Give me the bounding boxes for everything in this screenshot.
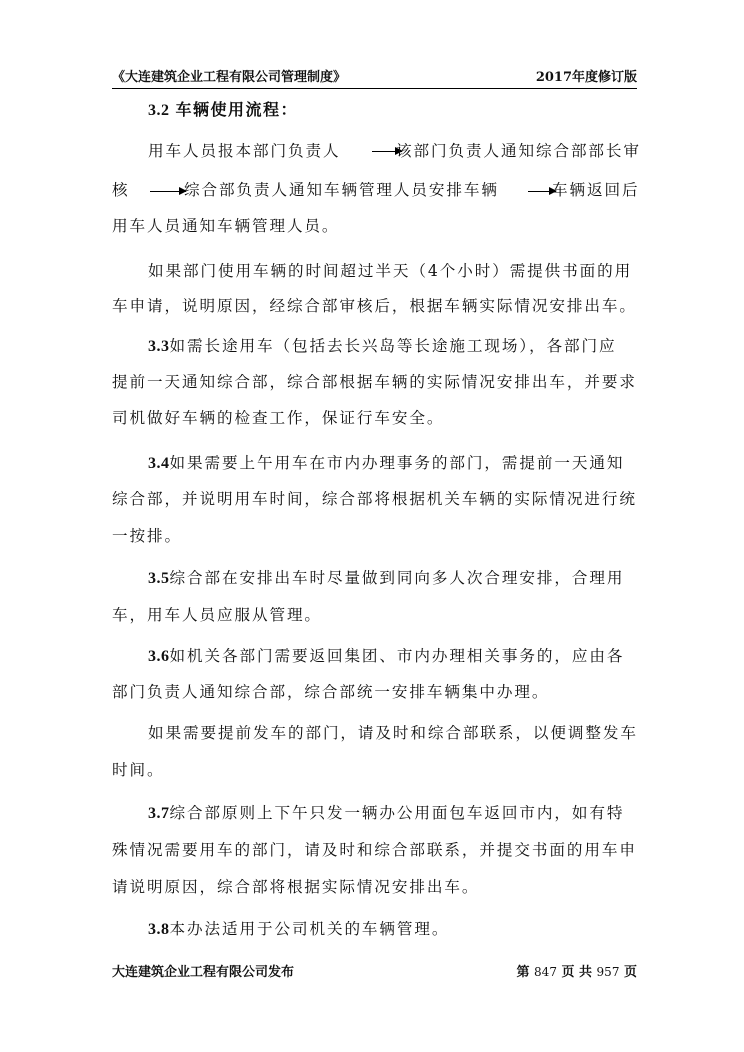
paragraph-line: 车，用车人员应服从管理。 (112, 606, 322, 624)
clause-3-5 (148, 568, 624, 589)
paragraph-line: 如果需要提前发车的部门，请及时和综合部联系，以便调整发车 (148, 724, 638, 742)
paragraph-line: 车申请，说明原因，经综合部审核后，根据车辆实际情况安排出车。 (112, 297, 637, 315)
flow-step-2-end: 核 (112, 181, 130, 199)
paragraph-line: 如需长途用车（包括去长兴岛等长途施工现场），各部门应 (169, 337, 617, 355)
paragraph-line: 提前一天通知综合部，综合部根据车辆的实际情况安排出车，并要求 (112, 373, 637, 391)
section-heading (148, 100, 298, 121)
paragraph-line: 如果部门使用车辆的时间超过半天（4个小时）需提供书面的用 (148, 262, 633, 280)
clause-number: 3.4 (148, 455, 170, 472)
clause-number: 3.5 (148, 570, 170, 587)
footer-page-number (517, 961, 638, 980)
header-edition: 2017年度修订版 (535, 70, 637, 85)
flow-arrow-2 (150, 191, 186, 192)
clause-3-7 (148, 803, 624, 824)
paragraph-line: 综合部，并说明用车时间，综合部将根据机关车辆的实际情况进行统 (112, 490, 637, 508)
page-mid: 页 共 (561, 965, 593, 980)
flow-step-3: 综合部负责人通知车辆管理人员安排车辆 (184, 181, 499, 199)
page-prefix: 第 (516, 965, 530, 980)
flow-step-5: 用车人员通知车辆管理人员。 (112, 217, 340, 235)
footer-publisher: 大连建筑企业工程有限公司发布 (112, 965, 295, 980)
clause-number: 3.7 (148, 805, 170, 822)
section-heading-text: 车辆使用流程： (175, 100, 299, 119)
current-page: 847 (534, 965, 557, 979)
clause-3-8 (148, 919, 449, 940)
paragraph-line: 司机做好车辆的检查工作，保证行车安全。 (112, 409, 445, 427)
paragraph-line: 一按排。 (112, 527, 182, 545)
page-suffix: 页 (623, 965, 637, 980)
flow-step-1: 用车人员报本部门负责人 (148, 142, 341, 160)
paragraph-line: 请说明原因，综合部将根据实际情况安排出车。 (112, 878, 480, 896)
paragraph-line: 殊情况需要用车的部门，请及时和综合部联系，并提交书面的用车申 (112, 841, 637, 859)
flow-step-4: 车辆返回后 (552, 181, 640, 199)
clause-number: 3.8 (148, 921, 170, 938)
total-pages: 957 (596, 965, 620, 979)
paragraph-line: 本办法适用于公司机关的车辆管理。 (169, 920, 450, 938)
clause-3-4 (148, 453, 624, 474)
clause-number: 3.6 (148, 648, 170, 665)
header-document-title: 《大连建筑企业工程有限公司管理制度》 (112, 70, 347, 85)
clause-3-3 (148, 336, 617, 357)
page-header (112, 66, 637, 88)
paragraph-line: 综合部原则上下午只发一辆办公用面包车返回市内，如有特 (169, 804, 625, 822)
paragraph-line: 综合部在安排出车时尽量做到同向多人次合理安排，合理用 (169, 569, 625, 587)
header-rule (112, 88, 637, 89)
paragraph-line: 如果需要上午用车在市内办理事务的部门，需提前一天通知 (169, 454, 625, 472)
section-heading-number: 3.2 (148, 102, 170, 119)
clause-number: 3.3 (148, 338, 170, 355)
paragraph-line: 部门负责人通知综合部，综合部统一安排车辆集中办理。 (112, 683, 550, 701)
clause-3-6 (148, 646, 624, 667)
page-footer (112, 961, 637, 983)
paragraph-line: 如机关各部门需要返回集团、市内办理相关事务的，应由各 (169, 647, 625, 665)
paragraph-line: 时间。 (112, 761, 165, 779)
flow-step-2: 该部门负责人通知综合部部长审 (396, 142, 641, 160)
